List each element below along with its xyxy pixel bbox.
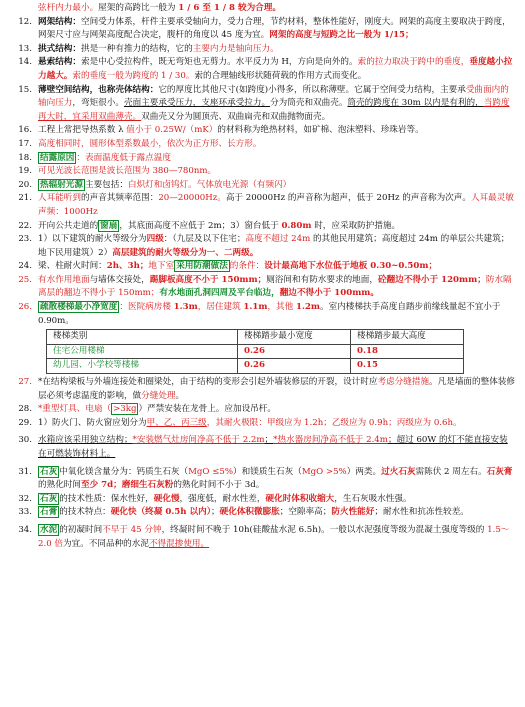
item-text: ，弯矩很小。 (72, 98, 124, 109)
item-highlight: 甲、乙、丙三级 (146, 417, 207, 428)
table-cell: 0.15 (351, 359, 464, 374)
item-text: 需陈伏 2 周左右。 (415, 466, 487, 477)
item-text: 的其他民用建筑；高度超过 24m 的单层公共建筑；地下民用建筑）2） (38, 234, 510, 258)
intro-b: 屋架的高跨比一般为 (98, 3, 179, 13)
item-text: ，生石灰吸水性强。 (334, 493, 412, 504)
item-highlight: 石灰膏 (486, 466, 513, 477)
item-number: 30. (18, 435, 32, 446)
item-highlight: 硬化时体积收缩大 (265, 493, 335, 504)
item-text: ）和镁质生石灰（ (233, 466, 302, 477)
item-number: 20. (18, 179, 32, 190)
item-text: 的技术性质：保水性好， (59, 493, 154, 504)
table-cell: 幼儿园、小学校等楼梯 (47, 359, 238, 374)
item-text: 分为筒壳和双曲壳。 (270, 98, 348, 109)
item-text: 索的合理轴线形状随荷载的作用方式而变化。 (194, 70, 367, 81)
item-18 (10, 152, 515, 166)
item-highlight: MgO >5% (301, 466, 347, 477)
table-cell: 0.26 (238, 344, 351, 359)
item-highlight: 可见光波长 (38, 166, 81, 177)
item-text: ，其底面高度不应低于 2m；3）窗台低于 (119, 220, 282, 231)
item-16 (10, 124, 515, 138)
item-text: ；耐水性和抗冻性较差。 (374, 507, 469, 518)
item-text: 1）防火门、防火窗应划分为 (38, 417, 147, 428)
item-text: 。凡是墙面的整体装修层必须考虑温度的影响，做 (38, 377, 515, 401)
item-25 (10, 274, 515, 301)
item-title: 悬索结构： (38, 57, 81, 68)
item-number: 29. (18, 417, 32, 428)
item-number: 14. (18, 57, 32, 68)
item-highlight: 网架的高度与短跨之比一般为 1/15； (269, 30, 414, 41)
item-15 (10, 84, 515, 125)
item-highlight: 值小于 0.25W/（mK） (126, 125, 218, 136)
item-text: ； (211, 507, 220, 518)
item-highlight: 踢脚板高度不小于 150mm； (149, 274, 267, 285)
item-34 (10, 524, 515, 551)
intro-a: 弦杆内力最小。 (38, 3, 99, 13)
item-highlight: 1.1m (243, 302, 268, 313)
item-number: 21. (18, 193, 32, 204)
item-highlight: *热水器房间净高不低于 2.4m (273, 435, 388, 446)
item-title: 网架结构： (38, 16, 81, 27)
item-26 (10, 301, 515, 328)
item-text: 的初凝时间 (59, 524, 103, 535)
boxed-term: 采用防潮做法 (176, 261, 228, 272)
item-highlight: 白炽灯和卤钨灯。气体放电光源（有频闪） (127, 179, 292, 190)
item-29 (10, 417, 515, 431)
item-24 (10, 260, 515, 274)
item-text: 为宜。不同品种的水泥 (63, 538, 149, 549)
item-highlight: 当跨度再大时，宜采用双曲薄壳。 (38, 98, 510, 122)
item-highlight: ：医院病房楼 (119, 302, 174, 313)
table-header: 楼梯类别 (47, 330, 238, 345)
item-text: 中氧化镁含量分为：钙质生石灰（ (59, 466, 189, 477)
item-number: 15. (18, 84, 32, 95)
item-text: 拱是一种有推力的结构，它的 (80, 43, 193, 54)
item-highlight: ，其耐火极限：甲级应为 1.2h；乙级应为 0.9h；丙级应为 0.6h。 (206, 417, 462, 428)
table-header: 楼梯踏步最大高度 (351, 330, 464, 345)
item-number: 16. (18, 125, 32, 136)
item-text: ：（九层及以下住宅； (163, 234, 246, 245)
item-27 (10, 376, 515, 403)
intro-c: 1 / 6 至 1 / 8 较为合理。 (178, 3, 281, 13)
item-number: 18. (18, 152, 32, 163)
item-title: 拱式结构： (38, 43, 81, 54)
item-19 (10, 165, 515, 179)
item-highlight: 范围是波长范围为 380—780nm。 (80, 166, 217, 177)
item-text: 空间受力体系，杆件主要承受轴向力，受力合理，节约材料，整体性能好，刚度大。网架的高度主要取决于跨度，网架尺寸应与网架高度配合决定，腹杆的角度以 45 度为宜。 (38, 16, 511, 41)
table-header-row (47, 330, 464, 345)
item-highlight: 1.2m (295, 302, 321, 313)
item-number: 33. (18, 507, 32, 518)
item-underline: ； (264, 435, 274, 446)
item-text: 的材料称为绝热材料，如矿棉、泡沫塑料、珍珠岩等。 (217, 125, 424, 136)
item-text: 高于 20000Hz 的声音称为超声，低于 20Hz 的声音称为次声。 (225, 193, 471, 204)
item-highlight: *安装燃气灶房间净高不低于 2.2m (132, 435, 265, 446)
item-20 (10, 179, 515, 193)
item-highlight: 硬化快（终凝 0.5h 以内） (110, 507, 212, 518)
table-row (47, 359, 464, 374)
item-green: 有水地面孔洞四周及平台临边， (159, 288, 280, 299)
item-highlight: 高度相同时，圆形体型系数最小，依次为正方形、长方形。 (38, 138, 262, 149)
table-header: 楼梯踏步最小宽度 (238, 330, 351, 345)
table-cell: 0.18 (351, 344, 464, 359)
item-number: 22. (18, 220, 32, 231)
item-highlight: 高度不超过 24m (245, 234, 311, 245)
item-22 (10, 220, 515, 234)
item-highlight: 不早于 45 分钟 (102, 524, 162, 535)
item-number: 25. (18, 274, 32, 285)
item-23 (10, 233, 515, 260)
item-highlight: 分缝处理 (141, 390, 176, 401)
item-text: ，终凝时间不晚于 10h(硅酸盐水泥 6.5h)。一般以水泥强度等级为混凝土强度等级的 (161, 524, 488, 535)
item-highlight: 磨细生石灰粉 (121, 480, 174, 491)
item-highlight: *重型灯具、电扇（ (38, 404, 112, 415)
item-number: 28. (18, 404, 32, 415)
item-highlight: ，居住建筑 (197, 302, 244, 313)
item-text: 。室内楼梯扶手高度自踏步前缘线量起不宜小于 0.90m。 (38, 302, 501, 326)
stairs-table (46, 329, 464, 374)
item-underline: 壳面主要承受压力，支座环承受拉力。 (123, 98, 271, 109)
item-14 (10, 56, 515, 83)
item-text: 工程上常把导热系数 λ (38, 125, 127, 136)
item-highlight: 20—20000Hz。 (158, 193, 226, 204)
item-highlight: 不得混掺使用。 (148, 538, 210, 549)
boxed-term: 石膏 (40, 507, 58, 518)
item-number: 12. (18, 16, 32, 27)
boxed-term: >3kg (113, 404, 137, 415)
item-28 (10, 403, 515, 417)
item-highlight: 硬化慢 (153, 493, 180, 504)
item-highlight: 1.3m (173, 302, 198, 313)
item-number: 27. (18, 377, 32, 388)
item-highlight: 考虑分缝措施 (377, 377, 430, 388)
item-highlight: 人耳最灵敏声频：1000Hz (38, 193, 514, 217)
table-cell: 住宅公用楼梯 (47, 344, 238, 359)
intro-line (10, 2, 515, 16)
item-highlight: 2h、3h； (106, 261, 149, 272)
item-highlight: 翻边不得小于 100mm。 (279, 288, 379, 299)
item-text: 时，应采取防护措施。 (311, 220, 401, 231)
item-text: *在结构梁板与外墙连接处和圈梁处，由于结构的变形会引起外墙装修层的开裂，设计时应 (38, 377, 378, 388)
item-number: 13. (18, 43, 32, 54)
item-30 (10, 434, 515, 461)
item-text: 厕浴间和有防水要求的地面， (266, 274, 378, 285)
item-text: 梁、柱耐火时间： (38, 261, 107, 272)
item-text: 。 (175, 390, 185, 401)
item-12 (10, 16, 515, 43)
item-31 (10, 466, 515, 493)
item-number: 19. (18, 166, 32, 177)
item-highlight: 0.80m (281, 220, 312, 231)
item-highlight: ：表面温度低于露点温度 (76, 152, 171, 163)
item-highlight: 四级 (146, 234, 164, 245)
item-text: 的熟化时间不小于 3d。 (173, 480, 265, 491)
item-33 (10, 506, 515, 520)
item-32 (10, 493, 515, 507)
boxed-term: 石灰 (40, 493, 58, 504)
item-number: 24. (18, 261, 32, 272)
table-row (47, 344, 464, 359)
item-text: 开向公共走道的 (38, 220, 99, 231)
item-highlight: 有水作用地面 (38, 274, 90, 285)
item-text: ）两类。 (346, 466, 382, 477)
item-text: 与墙体交接处， (89, 274, 150, 285)
item-text: ）严禁安装在龙骨上。应加设吊杆。 (138, 404, 276, 415)
item-highlight: 1.5～2.0 倍 (38, 524, 510, 549)
item-highlight: 垂度越小拉力越大。 (38, 57, 513, 81)
item-text: 主要包括： (84, 179, 128, 190)
item-text: 双曲壳又分为圆顶壳、双曲扁壳和双曲抛物面壳。 (141, 111, 331, 122)
item-number: 31. (18, 466, 32, 477)
boxed-term: 结露原因 (40, 152, 75, 163)
item-13 (10, 43, 515, 57)
boxed-term: 水泥 (40, 524, 58, 535)
item-text: 索是中心受拉构件，既无弯矩也无剪力。水平反力为 H，方向是向外的。 (80, 57, 358, 68)
item-highlight: 过火石灰 (381, 466, 416, 477)
table-cell: 0.26 (238, 359, 351, 374)
item-17 (10, 138, 515, 152)
item-highlight: ，其他 (267, 302, 296, 313)
item-highlight: 地下室 (148, 261, 175, 272)
boxed-term: 石灰 (40, 466, 58, 477)
item-text: 的声音其频率范围： (80, 193, 159, 204)
item-highlight: 至少 7d； (80, 480, 122, 491)
item-highlight: 高层建筑的耐火等级分为一、二两级。 (112, 247, 259, 258)
item-number: 26. (18, 302, 32, 313)
item-highlight: 设计最高地下水位低于地板 0.30~0.50m； (264, 261, 438, 272)
boxed-term: 热辐射光源 (40, 179, 83, 190)
item-number: 34. (18, 524, 32, 535)
item-text: ；空隙率高； (279, 507, 332, 518)
item-text: 1）以下建筑的耐火等级分为 (38, 234, 147, 245)
item-highlight: 受曲面内的轴向压力 (38, 84, 509, 109)
item-number: 17. (18, 138, 32, 149)
item-highlight: MgO ≤5% (188, 466, 234, 477)
item-highlight: 防水隔离层的翻边不得小于 150mm； (38, 274, 512, 299)
item-highlight: 的条件： (229, 261, 265, 272)
item-number: 32. (18, 493, 32, 504)
item-title: 薄壁空间结构，也称壳体结构： (38, 84, 159, 95)
item-highlight: 防火性能好 (331, 507, 375, 518)
item-highlight: 硬化体积微膨胀 (219, 507, 280, 518)
item-underline: 筒壳的跨度在 30m 以内是有利的， (347, 98, 484, 109)
item-21 (10, 192, 515, 219)
item-highlight: 索的垂度一般为跨度的 1 / 30。 (72, 70, 195, 81)
item-text: 它的厚度比其他尺寸(如跨度)小得多，所以称薄壁。它属于空间受力结构，主要承 (158, 84, 466, 95)
item-highlight: 索的拉力取决于跨中的垂度， (357, 57, 470, 68)
item-underline: 超过 60W 的灯不能直接安装在可燃装饰材料上。 (38, 435, 508, 459)
item-highlight: 人耳能听到 (38, 193, 81, 204)
boxed-term: 疏散楼梯最小净宽度 (40, 302, 118, 313)
boxed-term: 窗扇 (100, 220, 118, 231)
item-underline: ； (387, 435, 397, 446)
item-text: 的熟化时间 (38, 480, 81, 491)
item-highlight: 砼翻边不得小于 120mm； (377, 274, 486, 285)
item-number: 23. (18, 234, 32, 245)
item-text: ，强度低，耐水性差， (179, 493, 266, 504)
item-underline: 水箱应该采用独立结构； (38, 435, 133, 446)
item-text: 的技术特点： (59, 507, 111, 518)
item-highlight: 主要内力是轴向压力。 (192, 43, 279, 54)
